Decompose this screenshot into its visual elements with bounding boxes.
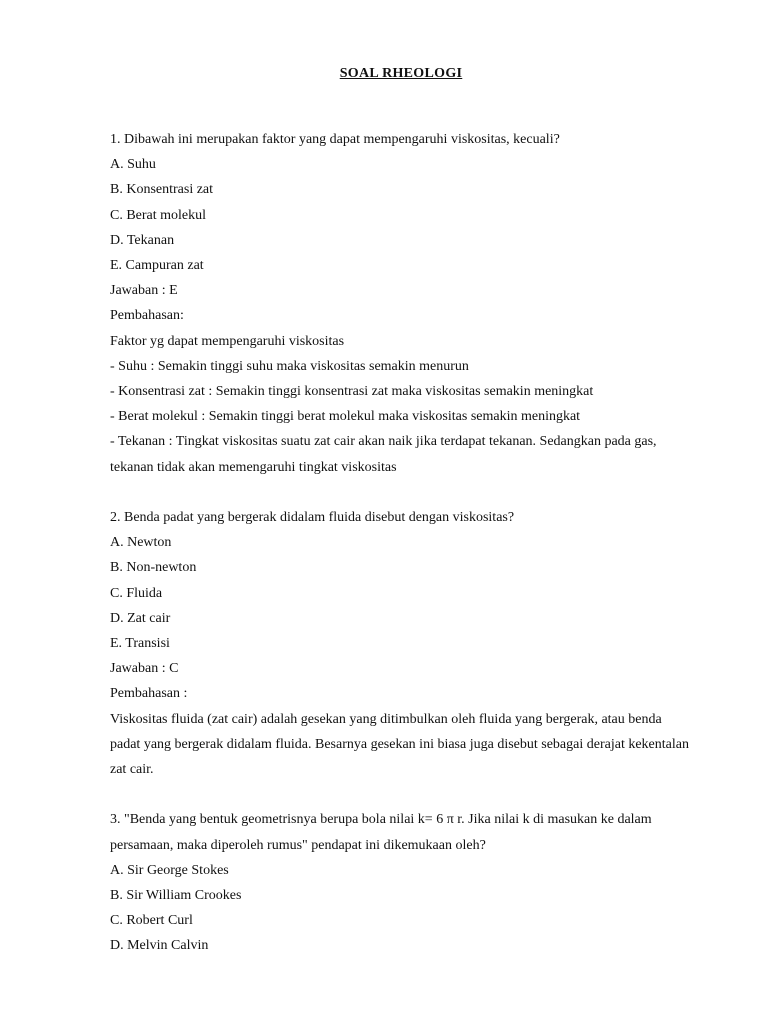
discussion-label: Pembahasan: — [110, 308, 184, 324]
option-c: C. Berat molekul — [110, 207, 207, 223]
discussion-line: - Tekanan : Tingkat viskositas suatu zat cair akan naik jika terdapat tekanan. Sedangkan pada gas, tekanan tidak akan memengaruhi tingkat viskositas — [110, 434, 657, 475]
discussion-line: - Konsentrasi zat : Semakin tinggi konsentrasi zat maka viskositas semakin meningkat — [110, 384, 594, 400]
option-c: C. Fluida — [110, 585, 163, 601]
option-d: D. Tekanan — [110, 232, 175, 248]
discussion-line: - Suhu : Semakin tinggi suhu maka viskositas semakin menurun — [110, 358, 469, 374]
document-body — [110, 127, 695, 959]
option-e: E. Transisi — [110, 636, 170, 652]
option-a: A. Sir George Stokes — [110, 862, 229, 878]
option-d: D. Zat cair — [110, 610, 171, 626]
option-d: D. Melvin Calvin — [110, 938, 209, 954]
discussion-line: Faktor yg dapat mempengaruhi viskositas — [110, 333, 345, 349]
question-1 — [110, 127, 695, 480]
option-b: B. Non-newton — [110, 560, 197, 576]
answer: Jawaban : E — [110, 283, 178, 299]
discussion-label: Pembahasan : — [110, 686, 188, 702]
option-b: B. Sir William Crookes — [110, 888, 242, 904]
option-a: A. Newton — [110, 535, 172, 551]
question-text: 2. Benda padat yang bergerak didalam fluida disebut dengan viskositas? — [110, 510, 515, 526]
option-e: E. Campuran zat — [110, 258, 204, 274]
option-a: A. Suhu — [110, 157, 156, 173]
question-text: 3. "Benda yang bentuk geometrisnya berupa bola nilai k= 6 π r. Jika nilai k di masukan ke dalam persamaan, maka diperoleh rumus" pendapat ini dikemukaan oleh? — [110, 812, 652, 853]
discussion-line: - Berat molekul : Semakin tinggi berat molekul maka viskositas semakin meningkat — [110, 409, 581, 425]
page-title: SOAL RHEOLOGI — [339, 66, 463, 81]
question-text: 1. Dibawah ini merupakan faktor yang dapat mempengaruhi viskositas, kecuali? — [110, 132, 560, 147]
answer: Jawaban : C — [110, 661, 179, 677]
discussion-line: Viskositas fluida (zat cair) adalah gesekan yang ditimbulkan oleh fluida yang bergerak, atau benda padat yang bergerak didalam fluida. Besarnya gesekan ini biasa juga disebut sebagai derajat kekentalan zat cair. — [110, 711, 689, 778]
question-3 — [110, 807, 695, 958]
option-b: B. Konsentrasi zat — [110, 182, 214, 198]
section-gap — [110, 480, 695, 505]
question-2 — [110, 505, 695, 782]
section-gap — [110, 782, 695, 807]
option-c: C. Robert Curl — [110, 913, 193, 929]
